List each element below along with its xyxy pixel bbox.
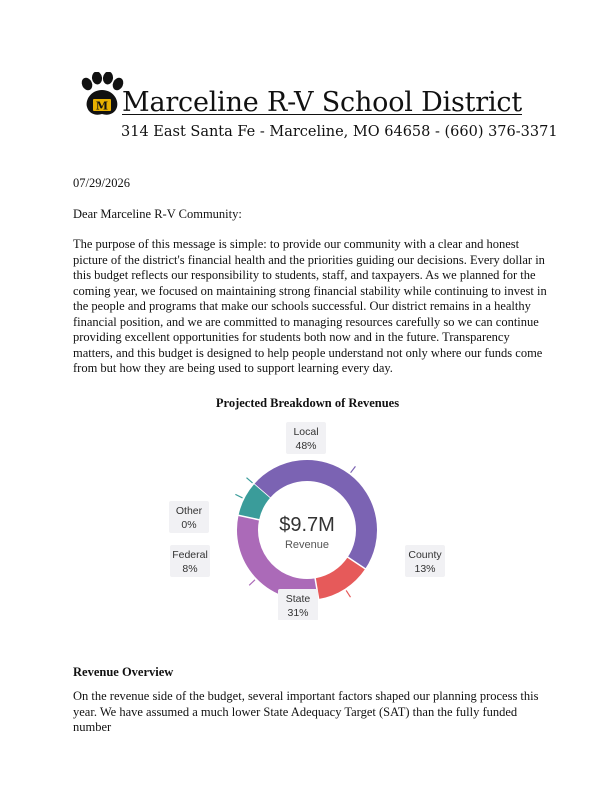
slice-name-federal: Federal [172,549,208,561]
center-value: $9.7M [279,514,335,536]
slice-percent-state: 31% [287,607,309,619]
revenue-overview-paragraph: On the revenue side of the budget, several important factors shaped our planning process this year. We have assumed a much lower State Adequacy Target (SAT) than the fully funded number [73,689,539,734]
center-label: Revenue [284,539,330,551]
letter-date: 07/29/2026 [73,176,130,190]
revenue-donut-chart [0,412,615,620]
salutation: Dear Marceline R-V Community: [73,207,242,221]
leader-line-county [346,590,350,597]
leader-line-federal [235,494,242,498]
slice-name-state: State [285,593,311,605]
slice-percent-other: 0% [181,519,197,531]
slice-name-other: Other [175,505,203,517]
slice-percent-local: 48% [295,440,317,452]
leader-line-other [246,478,252,483]
logo-letter: M [95,99,109,113]
paw-print-icon [78,72,126,118]
leader-line-state [249,580,255,586]
district-name: Marceline R-V School District [122,87,522,118]
slice-federal [249,491,262,517]
slice-percent-county: 13% [414,563,436,575]
leader-line-local [351,466,356,472]
chart-title: Projected Breakdown of Revenues [215,396,400,410]
letterhead [78,72,558,152]
slice-name-county: County [408,549,442,561]
revenue-overview-heading: Revenue Overview [73,665,174,679]
slice-name-local: Local [293,426,319,438]
slice-percent-federal: 8% [182,563,198,575]
district-address: 314 East Santa Fe - Marceline, MO 64658 - (660) 376-3371 [121,124,558,140]
slice-county [317,563,357,589]
intro-paragraph: The purpose of this message is simple: to provide our community with a clear and honest picture of the district's financial health and the priorities guiding our decisions. Every dollar in this budget reflects our responsibility to students, staff, and taxpayers. As we planned for the coming year, we focused on maintaining strong financial stability while continuing to invest in the people and programs that make our schools successful. Our district remains in a healthy financial position, and we are committed to managing resources carefully so we can continue providing excellent opportunities for students both now and in the future. Transparency matters, and this budget is designed to help people understand not only where our funds come from but how they are being used to support learning every day. [73,237,547,375]
